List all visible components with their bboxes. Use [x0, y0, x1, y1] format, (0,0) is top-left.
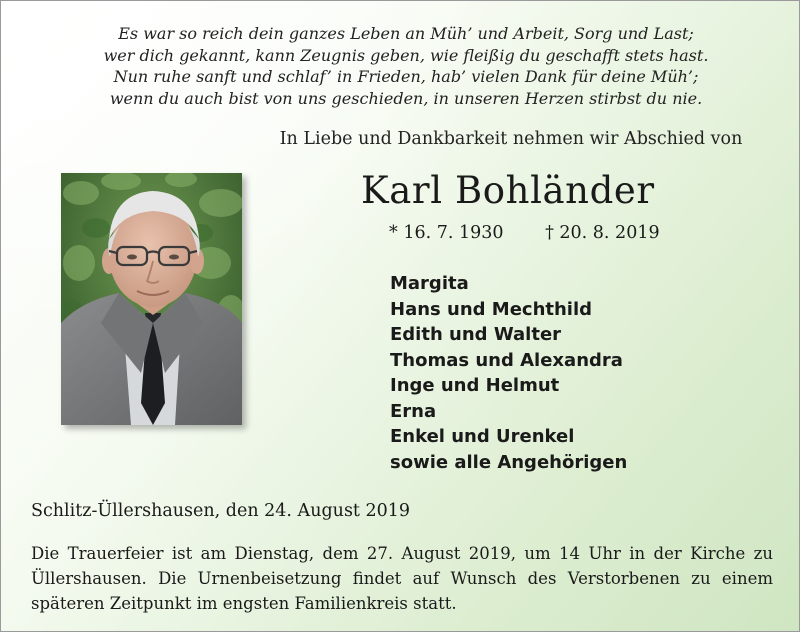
mourner-entry: Erna	[390, 400, 437, 422]
mourner-entry: Margita	[390, 273, 469, 294]
poem-line: wenn du auch bist von uns geschieden, in unseren Herzen stirbst du nie.	[109, 88, 703, 108]
portrait-photo	[61, 173, 242, 425]
mourner-entry: Inge und Helmut	[390, 375, 560, 396]
memorial-poem	[61, 23, 751, 109]
poem-line: Nun ruhe sanft und schlaf’ in Frieden, hab’ vielen Dank für deine Müh’;	[113, 67, 699, 86]
ceremony-details: Die Trauerfeier ist am Dienstag, dem 27. August 2019, um 14 Uhr in der Kirche zu Üllershausen. Die Urnenbeisetzung findet auf Wunsch des Verstorbenen zu einem späteren Zeitpunkt im engsten Familienkreis statt.	[31, 544, 773, 613]
poem-line: Es war so reich dein ganzes Leben an Müh’ und Arbeit, Sorg und Last;	[118, 24, 694, 43]
poem-line: wer dich gekannt, kann Zeugnis geben, wie fleißig du geschafft stets hast.	[103, 45, 709, 65]
death-date: † 20. 8. 2019	[545, 223, 660, 243]
birth-date: * 16. 7. 1930	[389, 223, 504, 243]
farewell-intro: In Liebe und Dankbarkeit nehmen wir Abschied von	[279, 129, 743, 149]
deceased-name: Karl Bohländer	[361, 169, 655, 212]
mourner-entry: Edith und Walter	[390, 324, 562, 345]
mourner-entry: Hans und Mechthild	[390, 298, 593, 320]
mourner-entry: Enkel und Urenkel	[390, 426, 575, 447]
mourner-entry: sowie alle Angehörigen	[390, 451, 628, 473]
place-and-date: Schlitz-Üllershausen, den 24. August 2019	[31, 501, 411, 521]
mourner-entry: Thomas und Alexandra	[390, 349, 623, 371]
mourners-list	[390, 271, 627, 475]
life-dates	[389, 223, 660, 243]
